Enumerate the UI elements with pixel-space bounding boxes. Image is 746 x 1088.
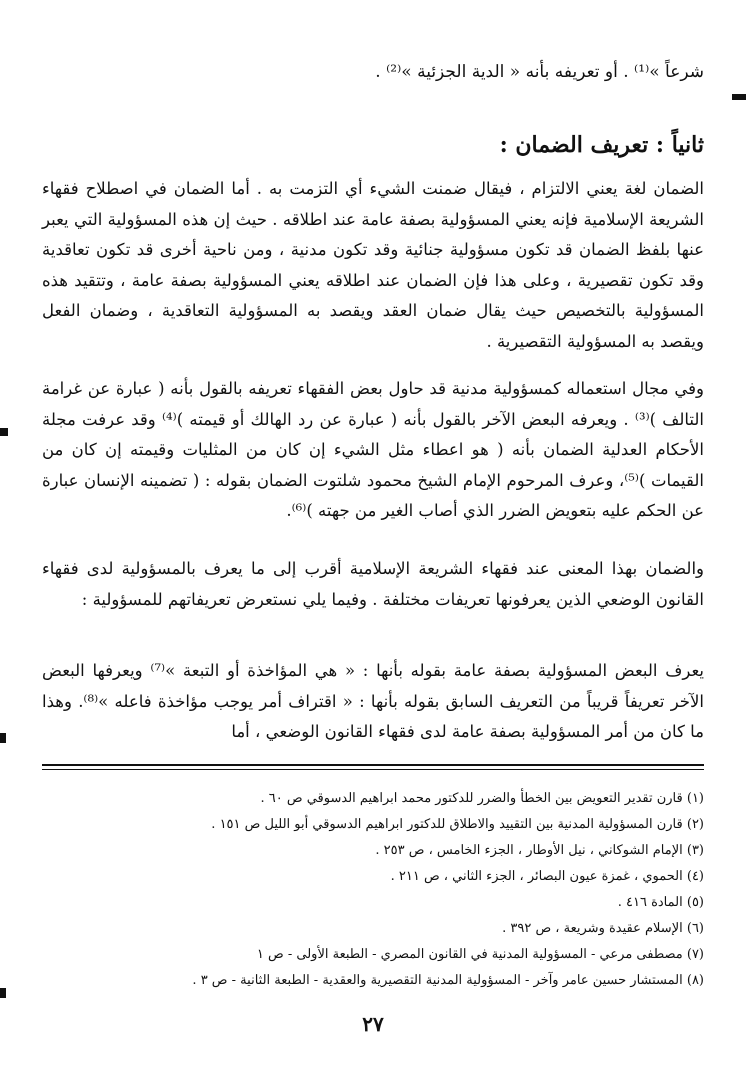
footnote-2: (٢) قارن المسؤولية المدنية بين التقييد والاطلاق للدكتور ابراهيم الدسوقي أبو الليل ص ١٥١ . xyxy=(211,817,704,832)
margin-scan-mark xyxy=(732,94,746,100)
footnote-5: (٥) المادة ٤١٦ . xyxy=(617,895,704,910)
footnote-1: (١) قارن تقدير التعويض بين الخطأ والضرر للدكتور محمد ابراهيم الدسوقي ص ٦٠ . xyxy=(260,791,704,806)
paragraph-3: والضمان بهذا المعنى عند فقهاء الشريعة الإسلامية أقرب إلى ما يعرف بالمسؤولية لدى فقهاء القانون الوضعي الذين يعرفونها تعريفات مختلفة . وفيما يلي نستعرض تعريفاتهم للمسؤولية : xyxy=(42,559,704,609)
footnote-6: (٦) الإسلام عقيدة وشريعة ، ص ٣٩٢ . xyxy=(502,921,704,936)
page-number: ٢٧ xyxy=(362,1012,384,1036)
margin-scan-mark xyxy=(0,733,6,743)
margin-scan-mark xyxy=(0,988,6,998)
continuation-line: شرعاً »⁽¹⁾ . أو تعريفه بأنه « الدية الجزئية »⁽²⁾ . xyxy=(375,62,704,82)
section-heading: ثانياً : تعريف الضمان : xyxy=(499,132,704,158)
margin-scan-mark xyxy=(0,428,8,436)
footnote-8: (٨) المستشار حسين عامر وآخر - المسؤولية المدنية التقصيرية والعقدية - الطبعة الثانية - ص ٣ . xyxy=(192,973,704,988)
footnote-4: (٤) الحموي ، غمزة عيون البصائر ، الجزء الثاني ، ص ٢١١ . xyxy=(390,869,704,884)
paragraph-4: يعرف البعض المسؤولية بصفة عامة بقوله بأنها : « هي المؤاخذة أو التبعة »⁽⁷⁾ ويعرفها البعض الآخر تعريفاً قريباً من التعريف السابق بقوله بأنها : « اقتراف أمر يوجب مؤاخذة فاعله »⁽⁸⁾. وهذا ما كان من أمر المسؤولية بصفة عامة لدى فقهاء القانون الوضعي ، أما xyxy=(42,661,705,741)
footnote-7: (٧) مصطفى مرعي - المسؤولية المدنية في القانون المصري - الطبعة الأولى - ص ١ xyxy=(256,947,704,962)
paragraph-2: وفي مجال استعماله كمسؤولية مدنية قد حاول بعض الفقهاء تعريفه بالقول بأنه ( عبارة عن غرامة التالف )⁽³⁾ . ويعرفه البعض الآخر بالقول بأنه ( عبارة عن رد الهالك أو قيمته )⁽⁴⁾ وقد عرفت مجلة الأحكام العدلية الضمان بأنه ( هو اعطاء مثل الشيء إن كان من المثليات وقيمته إن كان من القيمات )⁽⁵⁾، وعرف المرحوم الإمام الشيخ محمود شلتوت الضمان بقوله : ( تضمينه الإنسان عبارة عن الحكم عليه بتعويض الضرر الذي أصاب الغير من جهته )⁽⁶⁾. xyxy=(42,379,704,520)
paragraph-1: الضمان لغة يعني الالتزام ، فيقال ضمنت الشيء أي التزمت به . أما الضمان في اصطلاح فقهاء الشريعة الإسلامية فإنه يعني المسؤولية بصفة عامة عند اطلاقه . حيث إن هذه المسؤولية التي يعبر عنها بلفظ الضمان قد تكون مسؤولية جنائية وقد تكون مدنية ، ومن ناحية أخرى قد تكون تعاقدية وقد تكون تقصيرية ، وعلى هذا فإن الضمان عند اطلاقه يعني المسؤولية بصفة عامة ، وتتقيد هذه المسؤولية بالتخصيص حيث يقال ضمان العقد ويقصد به المسؤولية التعاقدية ، وضمان الفعل ويقصد به المسؤولية التقصيرية . xyxy=(42,179,704,351)
footnote-separator-thin xyxy=(42,769,704,770)
footnote-3: (٣) الإمام الشوكاني ، نيل الأوطار ، الجزء الخامس ، ص ٢٥٣ . xyxy=(375,843,704,858)
footnote-separator xyxy=(42,764,704,766)
